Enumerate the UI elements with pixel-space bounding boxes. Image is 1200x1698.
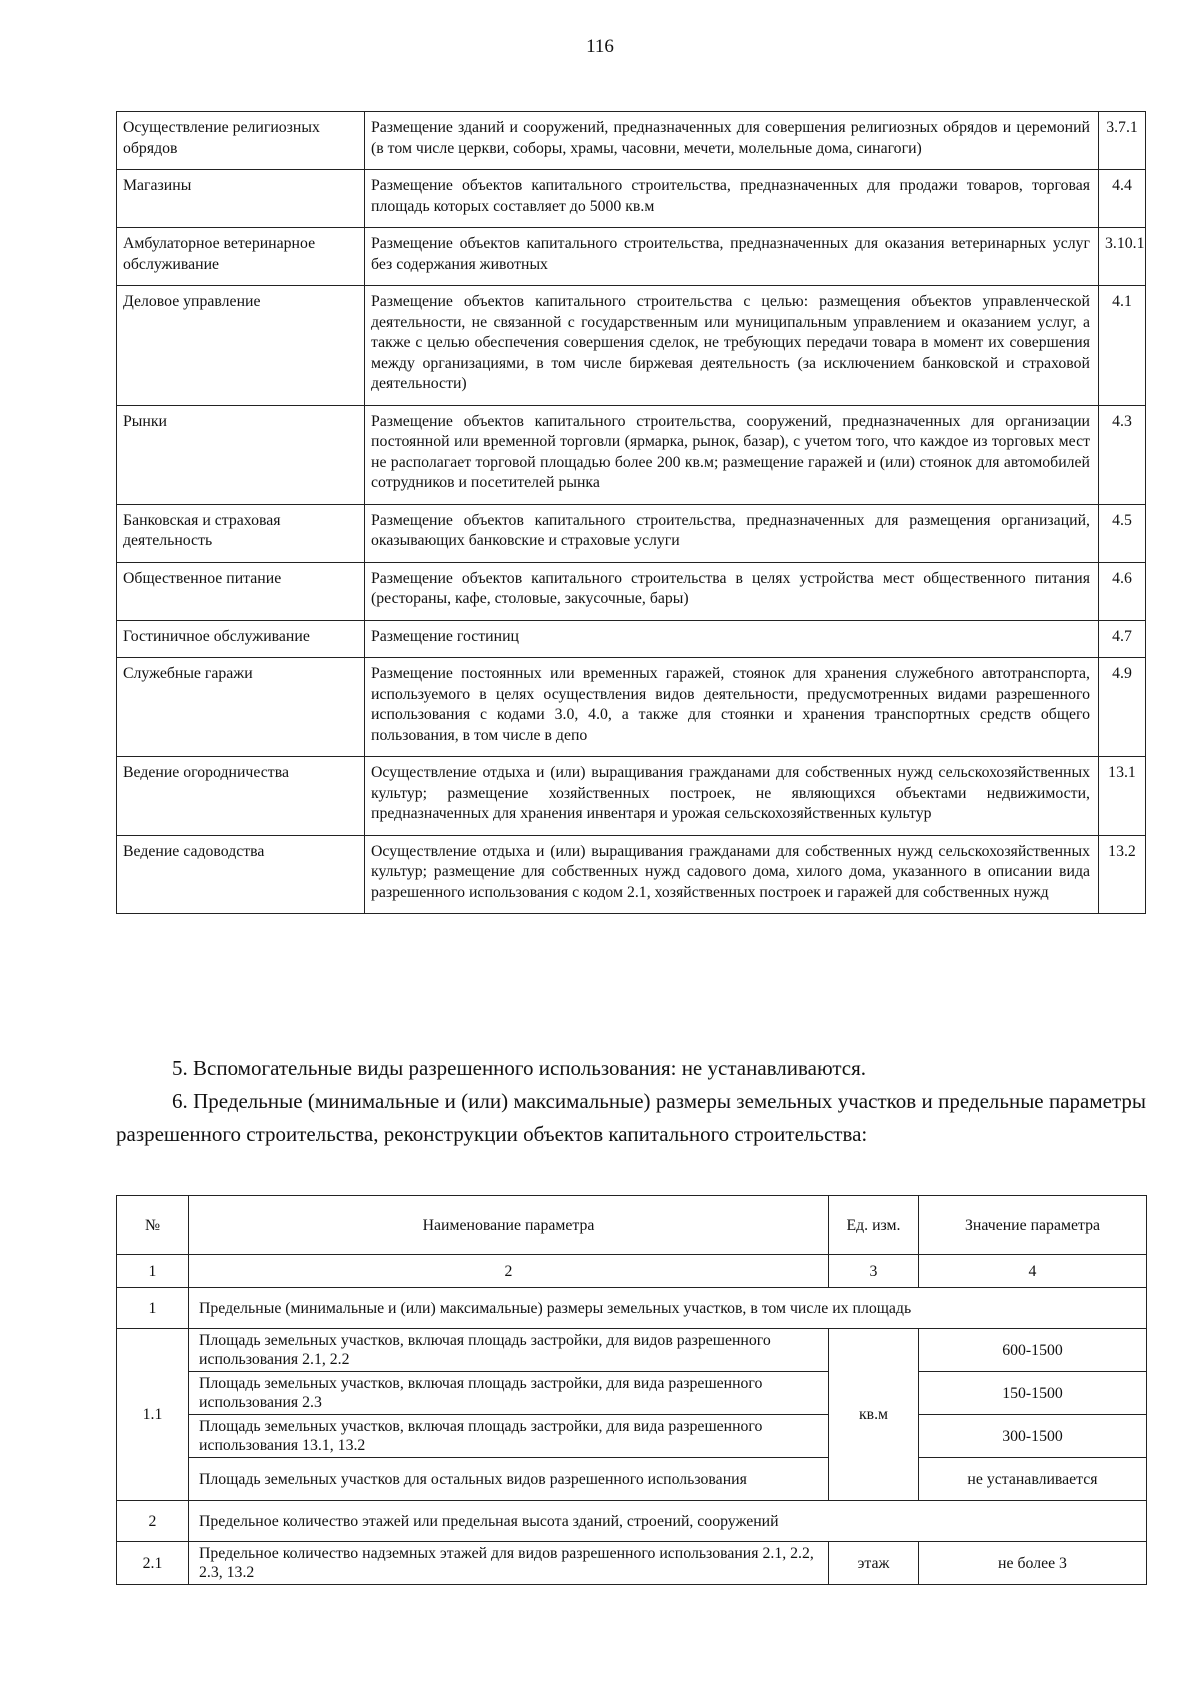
header-unit: Ед. изм. bbox=[829, 1196, 919, 1255]
use-description: Размещение объектов капитального строительства, сооружений, предназначенных для организации постоянной или временной торговли (ярмарка, рынок, базар), с учетом того, что каждое из торговых мест не располагает торговой площадью более 200 кв.м; размещение гаражей и (или) стоянок для автомобилей сотрудников и посетителей рынка bbox=[365, 405, 1099, 504]
use-description: Размещение объектов капитального строительства, предназначенных для продажи товаров, торговая площадь которых составляет до 5000 кв.м bbox=[365, 170, 1099, 228]
parameters-table bbox=[116, 1195, 1147, 1585]
use-name: Ведение огородничества bbox=[117, 757, 365, 836]
param-name: Площадь земельных участков, включая площадь застройки, для вида разрешенного использования 13.1, 13.2 bbox=[189, 1415, 829, 1458]
use-row bbox=[117, 658, 1146, 757]
use-row bbox=[117, 757, 1146, 836]
use-name: Амбулаторное ветеринарное обслуживание bbox=[117, 228, 365, 286]
row-num: 1 bbox=[117, 1288, 189, 1329]
use-code: 4.9 bbox=[1099, 658, 1146, 757]
use-name: Банковская и страховая деятельность bbox=[117, 504, 365, 562]
col-number: 3 bbox=[829, 1255, 919, 1288]
use-code: 3.10.1 bbox=[1099, 228, 1146, 286]
param-unit: кв.м bbox=[829, 1329, 919, 1501]
use-description: Осуществление отдыха и (или) выращивания гражданами для собственных нужд сельскохозяйственных культур; размещение для собственных нужд садового дома, хилого дома, указанного в описании вида разрешенного использования с кодом 2.1, хозяйственных построек и гаражей для собственных нужд bbox=[365, 835, 1099, 914]
row-num: 2 bbox=[117, 1501, 189, 1542]
header-num: № bbox=[117, 1196, 189, 1255]
col-number: 4 bbox=[919, 1255, 1147, 1288]
use-code: 4.1 bbox=[1099, 286, 1146, 406]
use-row bbox=[117, 405, 1146, 504]
params-row-1-1-a bbox=[117, 1329, 1147, 1372]
use-row bbox=[117, 112, 1146, 170]
params-header-row bbox=[117, 1196, 1147, 1255]
use-code: 3.7.1 bbox=[1099, 112, 1146, 170]
use-description: Осуществление отдыха и (или) выращивания гражданами для собственных нужд сельскохозяйственных культур; размещение хозяйственных построек, не являющихся объектами недвижимости, предназначенных для хранения инвентаря и урожая сельскохозяйственных культур bbox=[365, 757, 1099, 836]
use-code: 13.2 bbox=[1099, 835, 1146, 914]
param-value: 300-1500 bbox=[919, 1415, 1147, 1458]
param-name: Площадь земельных участков, включая площадь застройки, для видов разрешенного использования 2.1, 2.2 bbox=[189, 1329, 829, 1372]
use-name: Деловое управление bbox=[117, 286, 365, 406]
use-code: 4.4 bbox=[1099, 170, 1146, 228]
param-value: 600-1500 bbox=[919, 1329, 1147, 1372]
param-value: 150-1500 bbox=[919, 1372, 1147, 1415]
params-row-1-1-c bbox=[117, 1415, 1147, 1458]
row-text: Предельные (минимальные и (или) максимальные) размеры земельных участков, в том числе их площадь bbox=[189, 1288, 1147, 1329]
use-row bbox=[117, 562, 1146, 620]
params-row-2-1 bbox=[117, 1542, 1147, 1585]
row-num: 2.1 bbox=[117, 1542, 189, 1585]
use-description: Размещение объектов капитального строительства с целью: размещения объектов управленческой деятельности, не связанной с государственным или муниципальным управлением и оказанием услуг, а также с целью обеспечения совершения сделок, не требующих передачи товара в момент их совершения между организациями, в том числе биржевая деятельность (за исключением банковской и страховой деятельности) bbox=[365, 286, 1099, 406]
use-row bbox=[117, 620, 1146, 658]
use-description: Размещение объектов капитального строительства, предназначенных для размещения организаций, оказывающих банковские и страховые услуги bbox=[365, 504, 1099, 562]
params-row-1-1-d bbox=[117, 1458, 1147, 1501]
use-code: 4.3 bbox=[1099, 405, 1146, 504]
params-column-numbers-row bbox=[117, 1255, 1147, 1288]
use-description: Размещение объектов капитального строительства в целях устройства мест общественного питания (рестораны, кафе, столовые, закусочные, бары) bbox=[365, 562, 1099, 620]
use-row bbox=[117, 286, 1146, 406]
use-name: Служебные гаражи bbox=[117, 658, 365, 757]
use-name: Осуществление религиозных обрядов bbox=[117, 112, 365, 170]
use-code: 13.1 bbox=[1099, 757, 1146, 836]
param-value: не устанавливается bbox=[919, 1458, 1147, 1501]
use-code: 4.5 bbox=[1099, 504, 1146, 562]
use-description: Размещение постоянных или временных гаражей, стоянок для хранения служебного автотранспорта, используемого в целях осуществления видов деятельности, предусмотренных видами разрешенного использования с кодами 3.0, 4.0, а также для стоянки и хранения транспортных средств общего пользования, в том числе в депо bbox=[365, 658, 1099, 757]
use-description: Размещение зданий и сооружений, предназначенных для совершения религиозных обрядов и церемоний (в том числе церкви, соборы, храмы, часовни, мечети, молельные дома, синагоги) bbox=[365, 112, 1099, 170]
param-name: Предельное количество надземных этажей для видов разрешенного использования 2.1, 2.2, 2.3, 13.2 bbox=[189, 1542, 829, 1585]
use-row bbox=[117, 228, 1146, 286]
param-value: не более 3 bbox=[919, 1542, 1147, 1585]
col-number: 1 bbox=[117, 1255, 189, 1288]
section-5-auxiliary-uses: 5. Вспомогательные виды разрешенного использования: не устанавливаются. bbox=[172, 1056, 867, 1080]
row-num: 1.1 bbox=[117, 1329, 189, 1501]
use-row bbox=[117, 504, 1146, 562]
params-row-2 bbox=[117, 1501, 1147, 1542]
param-unit: этаж bbox=[829, 1542, 919, 1585]
param-name: Площадь земельных участков, включая площадь застройки, для вида разрешенного использования 2.3 bbox=[189, 1372, 829, 1415]
params-row-1 bbox=[117, 1288, 1147, 1329]
row-text: Предельное количество этажей или предельная высота зданий, строений, сооружений bbox=[189, 1501, 1147, 1542]
use-row bbox=[117, 170, 1146, 228]
param-name: Площадь земельных участков для остальных видов разрешенного использования bbox=[189, 1458, 829, 1501]
use-name: Магазины bbox=[117, 170, 365, 228]
params-row-1-1-b bbox=[117, 1372, 1147, 1415]
use-description: Размещение гостиниц bbox=[365, 620, 1099, 658]
page-number: 116 bbox=[586, 36, 614, 57]
header-value: Значение параметра bbox=[919, 1196, 1147, 1255]
use-description: Размещение объектов капитального строительства, предназначенных для оказания ветеринарных услуг без содержания животных bbox=[365, 228, 1099, 286]
use-code: 4.7 bbox=[1099, 620, 1146, 658]
use-code: 4.6 bbox=[1099, 562, 1146, 620]
header-name: Наименование параметра bbox=[189, 1196, 829, 1255]
use-row bbox=[117, 835, 1146, 914]
permitted-uses-table bbox=[116, 111, 1146, 914]
section-6-limits-heading: 6. Предельные (минимальные и (или) максимальные) размеры земельных участков и предельные параметры разрешенного строительства, реконструкции объектов капитального строительства: bbox=[116, 1089, 1146, 1146]
col-number: 2 bbox=[189, 1255, 829, 1288]
use-name: Общественное питание bbox=[117, 562, 365, 620]
use-name: Рынки bbox=[117, 405, 365, 504]
use-name: Ведение садоводства bbox=[117, 835, 365, 914]
use-name: Гостиничное обслуживание bbox=[117, 620, 365, 658]
